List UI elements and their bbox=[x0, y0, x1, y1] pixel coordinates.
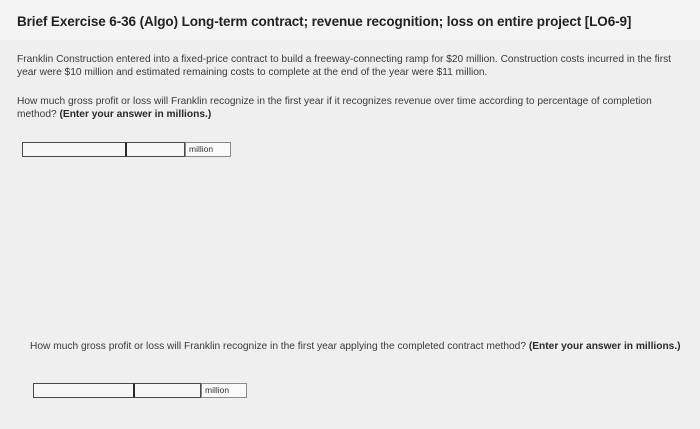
scenario-text: Franklin Construction entered into a fixed-price contract to build a freeway-connecting ramp for $20 million. Construction costs incurred in the first year were $10 million and estimated remaining costs to complete at the end of the year were $11 million. bbox=[17, 54, 672, 78]
answer-input-2[interactable] bbox=[133, 383, 201, 398]
question-1-text: How much gross profit or loss will Franklin recognize in the first year if it recognizes revenue over time according to percentage of completion method? bbox=[17, 96, 652, 120]
question-2-text: How much gross profit or loss will Franklin recognize in the first year applying the completed contract method? bbox=[30, 341, 527, 352]
unit-label-1: million bbox=[185, 142, 231, 157]
answer-row-1 bbox=[22, 142, 231, 157]
answer-row-2 bbox=[33, 383, 247, 398]
question-1 bbox=[17, 95, 687, 121]
question-1-instruction: (Enter your answer in millions.) bbox=[59, 109, 212, 120]
answer-input-1[interactable] bbox=[125, 142, 185, 157]
gain-loss-select-2[interactable] bbox=[33, 383, 133, 398]
exercise-header bbox=[0, 0, 700, 40]
question-2 bbox=[30, 340, 685, 353]
gain-loss-select-1[interactable] bbox=[22, 142, 125, 157]
unit-label-2: million bbox=[201, 383, 247, 398]
exercise-title: Brief Exercise 6-36 (Algo) Long-term contract; revenue recognition; loss on entire project [LO6-9] bbox=[17, 14, 632, 29]
question-2-instruction: (Enter your answer in millions.) bbox=[528, 341, 681, 352]
